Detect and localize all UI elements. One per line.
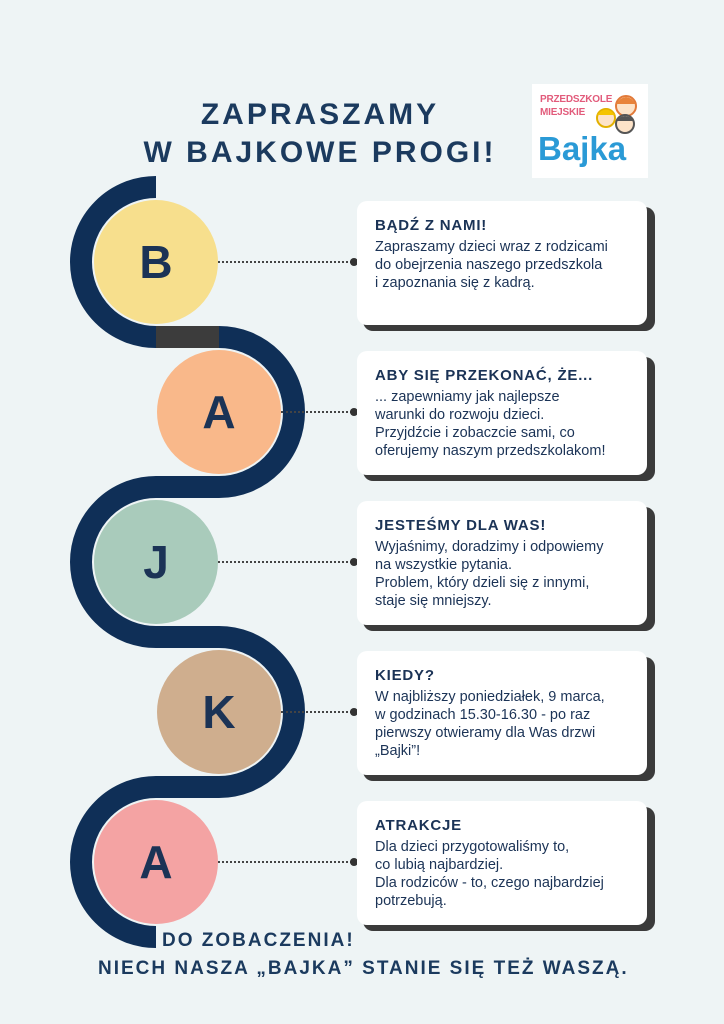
info-card-1 xyxy=(357,201,647,325)
connector-line xyxy=(218,261,352,263)
card-line: na wszystkie pytania. xyxy=(375,557,513,573)
connector-line xyxy=(218,561,352,563)
card-heading: ATRAKCJE xyxy=(375,817,462,834)
step-circle-a xyxy=(157,350,281,474)
card-line: do obejrzenia naszego przedszkola xyxy=(375,257,603,273)
connector-line xyxy=(281,411,352,413)
card-heading: BĄDŹ Z NAMI! xyxy=(375,217,488,234)
card-line: Wyjaśnimy, doradzimy i odpowiemy xyxy=(375,539,604,555)
logo-line-2: MIEJSKIE xyxy=(540,107,586,118)
step-circle-j xyxy=(94,500,218,624)
card-line: W najbliższy poniedziałek, 9 marca, xyxy=(375,689,605,705)
info-card-5 xyxy=(357,801,647,925)
card-line: Zapraszamy dzieci wraz z rodzicami xyxy=(375,239,608,255)
card-line: i zapoznania się z kadrą. xyxy=(375,275,535,291)
card-line: w godzinach 15.30-16.30 - po raz xyxy=(375,707,591,723)
card-body xyxy=(375,688,629,760)
footer-line-1: DO ZOBACZENIA! xyxy=(162,930,355,951)
card-line: potrzebują. xyxy=(375,893,447,909)
card-line: staje się mniejszy. xyxy=(375,593,492,609)
step-letter: K xyxy=(202,686,236,738)
card-heading: JESTEŚMY DLA WAS! xyxy=(375,517,547,534)
step-letter: J xyxy=(143,536,169,588)
title-line-2: W BAJKOWE PROGI! xyxy=(143,136,497,169)
card-line: Dla dzieci przygotowaliśmy to, xyxy=(375,839,570,855)
card-heading: KIEDY? xyxy=(375,667,435,684)
card-line: Przyjdźcie i zobaczcie sami, co xyxy=(375,425,575,441)
step-letter: A xyxy=(202,386,236,438)
title-line-1: ZAPRASZAMY xyxy=(200,98,440,131)
card-line: Dla rodziców - to, czego najbardziej xyxy=(375,875,604,891)
card-heading: ABY SIĘ PRZEKONAĆ, ŻE... xyxy=(375,367,594,384)
card-line: oferujemy naszym przedszkolakom! xyxy=(375,443,606,459)
logo-name: Bajka xyxy=(538,130,627,167)
footer-line-2: NIECH NASZA „BAJKA” STANIE SIĘ TEŻ WASZĄ. xyxy=(98,958,629,979)
card-line: ... zapewniamy jak najlepsze xyxy=(375,389,560,405)
card-body xyxy=(375,388,629,460)
card-line: Problem, który dzieli się z innymi, xyxy=(375,575,590,591)
logo-line-1: PRZEDSZKOLE xyxy=(540,94,613,105)
card-line: pierwszy otwieramy dla Was drzwi xyxy=(375,725,596,741)
step-circle-a2 xyxy=(94,800,218,924)
info-card-2 xyxy=(357,351,647,475)
step-letter: B xyxy=(139,236,173,288)
connector-line xyxy=(218,861,352,863)
connector-line xyxy=(281,711,352,713)
card-line: „Bajki”! xyxy=(375,743,421,759)
step-letter: A xyxy=(139,836,173,888)
card-line: co lubią najbardziej. xyxy=(375,857,504,873)
step-circle-b xyxy=(94,200,218,324)
card-body xyxy=(375,838,629,910)
info-card-3 xyxy=(357,501,647,625)
card-line: warunki do rozwoju dzieci. xyxy=(375,407,545,423)
info-card-4 xyxy=(357,651,647,775)
card-body xyxy=(375,238,629,292)
step-circle-k xyxy=(157,650,281,774)
card-body xyxy=(375,538,629,610)
